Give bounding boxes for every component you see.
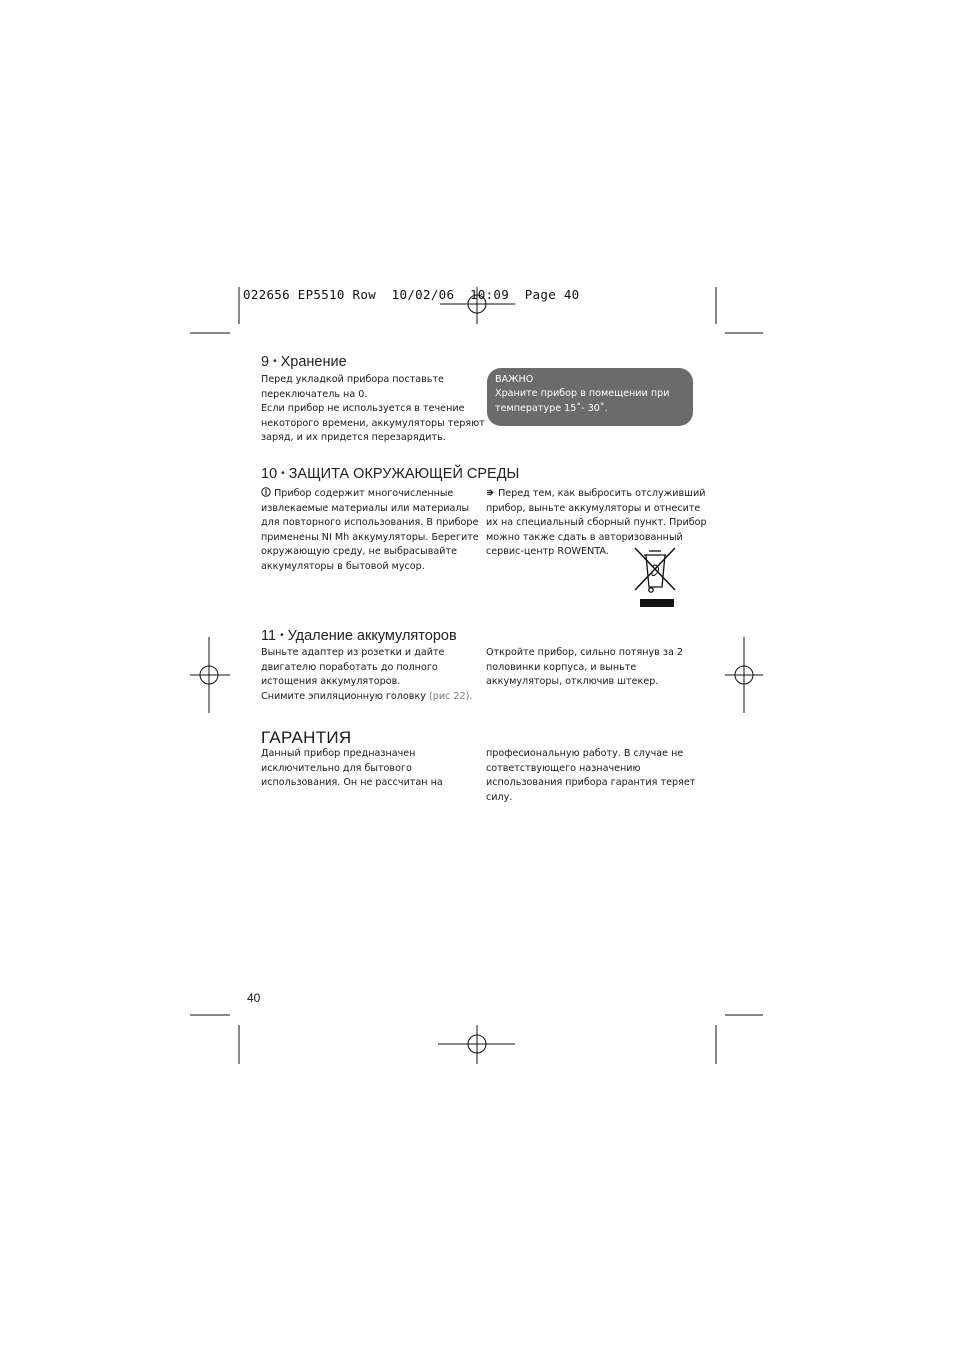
guarantee-left-line: использования. Он не рассчитан на [261,777,443,789]
section-10-left-line: применены NI Mh аккумуляторы. Берегите [261,531,479,543]
section-10-left-line: окружающую среду, не выбрасывайте [261,546,457,558]
guarantee-right-line: сответствующего назначению [486,762,641,774]
printer-slug: 022656 EP5510 Row 10/02/06 10:09 Page 40 [243,287,580,302]
page-number: 40 [247,991,261,1005]
section-10-left-line: извлекаемые материалы или материалы [261,502,470,514]
section-10-right-text: Перед тем, как выбросить отслуживший [498,488,706,499]
arrow-right-icon [486,488,495,497]
guarantee-right-line: использования прибора гарантия теряет [486,777,696,789]
section-9-body [261,373,485,446]
crossed-out-wheelie-bin-icon [632,545,678,609]
section-9-line: Перед укладкой прибора поставьте [261,374,444,385]
section-10-left-line: аккумуляторы в бытовой мусор. [261,560,425,572]
section-10-left-text: Прибор содержит многочисленные [274,488,454,499]
guarantee-right-body [486,747,695,805]
section-10-right-line: их на специальный сборный пункт. Прибор [486,517,707,529]
section-9-line: переключатель на 0. [261,388,368,400]
section-11-number: 11 [261,628,277,644]
section-11-heading: 11 • Удаление аккумуляторов [261,628,457,644]
section-9-line: заряд, и их придется перезарядить. [261,432,446,444]
section-10-right-line [486,487,707,502]
guarantee-right-line: професиональную работу. В случае не [486,748,684,759]
section-10-left-body [261,487,479,575]
section-11-right-line: аккумуляторы, отключив штекер. [486,676,659,688]
important-line: температуре 15˚- 30˚. [495,402,608,414]
section-9-heading: 9 • Хранение [261,354,347,370]
section-9-line: некоторого времени, аккумуляторы теряют [261,417,485,429]
section-11-left-line [261,690,472,705]
section-10-number: 10 [261,466,278,482]
info-circle-icon [261,487,271,497]
section-10-left-line [261,487,479,502]
guarantee-left-body [261,747,443,791]
section-11-right-line: половинки корпуса, и выньте [486,661,637,673]
section-11-right-line: Откройте прибор, сильно потянув за 2 [486,647,684,658]
section-11-left-line: Выньте адаптер из розетки и дайте [261,647,445,658]
section-10-right-line: сервис-центр ROWENTA. [486,546,609,558]
section-11-right-body [486,646,683,690]
section-9-title: Хранение [280,354,347,370]
section-9-number: 9 [261,354,270,370]
section-11-title: Удаление аккумуляторов [287,628,457,644]
important-title: ВАЖНО [495,374,534,385]
section-10-title: ЗАЩИТА ОКРУЖАЮЩЕЙ СРЕДЫ [288,466,520,482]
important-notice-box [487,368,693,426]
guarantee-left-line: Данный прибор предназначен [261,748,416,759]
section-11-left-body [261,646,472,704]
guarantee-heading: ГАРАНТИЯ [261,728,352,747]
section-11-left-line: истощения аккумуляторов. [261,676,401,688]
section-10-right-line: можно также сдать в авторизованный [486,531,683,543]
section-10-heading: 10 • ЗАЩИТА ОКРУЖАЮЩЕЙ СРЕДЫ [261,466,520,482]
guarantee-right-line: силу. [486,791,513,803]
section-10-right-line: прибор, выньте аккумуляторы и отнесите [486,502,701,514]
section-11-left-last-text: Снимите эпиляционную головку [261,690,426,702]
section-10-left-line: для повторного использования. В приборе [261,517,479,529]
figure-reference: (рис 22). [428,690,473,702]
section-11-left-line: двигателю поработать до полного [261,661,438,673]
section-9-line: Если прибор не используется в течение [261,403,465,415]
guarantee-left-line: исключительно для бытового [261,762,412,774]
important-line: Храните прибор в помещении при [495,388,670,400]
